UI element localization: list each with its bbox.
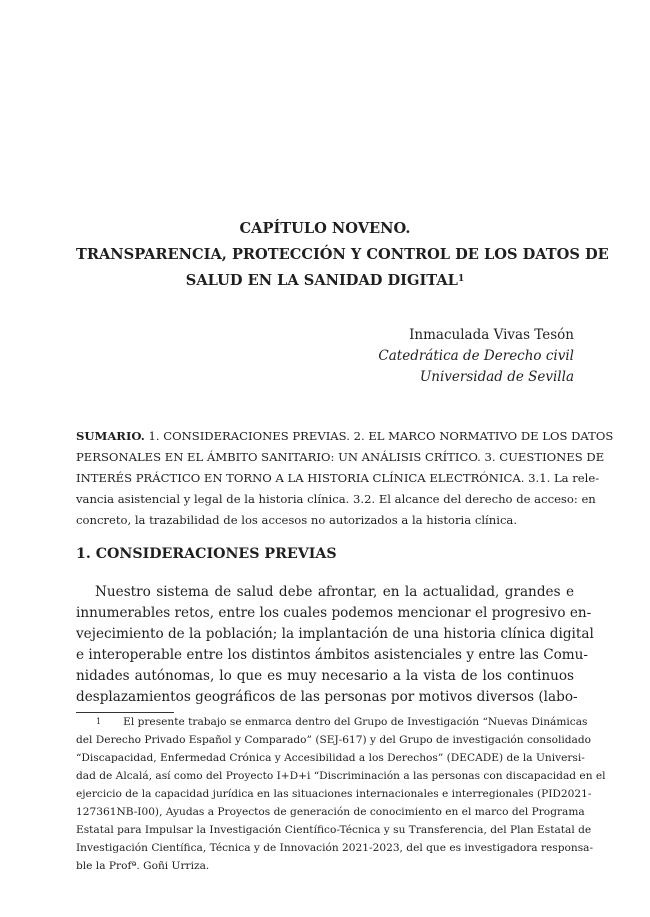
body-line: Nuestro sistema de salud debe afrontar, en la actualidad, grandes e — [95, 584, 574, 600]
body-paragraph — [76, 582, 594, 708]
section-heading: 1. CONSIDERACIONES PREVIAS — [76, 546, 337, 562]
footnote — [76, 713, 606, 875]
footnote-mark: 1 — [96, 717, 102, 726]
summary-line: vancia asistencial y legal de la historia clínica. 3.2. El alcance del derecho de acceso: en — [76, 492, 596, 506]
chapter-label: CAPÍTULO NOVENO. — [239, 220, 411, 237]
footnote-line: “Discapacidad, Enfermedad Crónica y Accesibilidad a los Derechos” (DECADE) de la Universi- — [76, 752, 585, 764]
footnote-line: ejercicio de la capacidad jurídica en las situaciones internacionales e interregionales (PID2021- — [76, 788, 592, 800]
chapter-title-line-2: SALUD EN LA SANIDAD DIGITAL$^1$ — [185, 272, 465, 289]
footnote-line: 127361NB-I00), Ayudas a Proyectos de generación de conocimiento en el marco del Programa — [76, 806, 585, 818]
summary-line: PERSONALES EN EL ÁMBITO SANITARIO: UN ANÁLISIS CRÍTICO. 3. CUESTIONES DE — [76, 450, 605, 464]
chapter-title — [76, 216, 609, 294]
body-line: vejecimiento de la población; la implantación de una historia clínica digital — [76, 626, 594, 642]
body-line: e interoperable entre los distintos ámbitos asistenciales y entre las Comu- — [76, 647, 589, 663]
body-line: nidades autónomas, lo que es muy necesario a la vista de los continuos — [76, 668, 574, 684]
footnote-line: Estatal para Impulsar la Investigación Científico-Técnica y su Transferencia, del Plan Estatal de — [76, 824, 592, 836]
footnote-line: dad de Alcalá, así como del Proyecto I+D+i “Discriminación a las personas con discapacidad en el — [76, 770, 606, 782]
author-name: Inmaculada Vivas Tesón — [409, 327, 574, 343]
author-institution: Universidad de Sevilla — [419, 369, 574, 385]
summary-line: INTERÉS PRÁCTICO EN TORNO A LA HISTORIA CLÍNICA ELECTRÓNICA. 3.1. La rele- — [76, 471, 600, 485]
footnote-line: ble la Profª. Goñi Urriza. — [76, 860, 210, 872]
summary-line: concreto, la trazabilidad de los accesos no autorizados a la historia clínica. — [76, 513, 518, 527]
footnote-reference[interactable]: 1 — [457, 274, 465, 284]
footnote-line: del Derecho Privado Español y Comparado” (SEJ-617) y del Grupo de investigación consolidado — [76, 734, 591, 746]
summary-label: SUMARIO. — [76, 429, 145, 443]
footnote-line: Investigación Científica, Técnica y de Innovación 2021-2023, del que es investigadora responsa- — [76, 842, 594, 854]
author-position: Catedrática de Derecho civil — [378, 348, 574, 364]
footnote-line: $^1$ El presente trabajo se enmarca dentro del Grupo de Investigación “Nuevas Dinámicas — [96, 716, 588, 728]
body-line: innumerables retos, entre los cuales podemos mencionar el progresivo en- — [76, 605, 592, 621]
body-line: desplazamientos geográficos de las personas por motivos diversos (labo- — [76, 689, 578, 705]
chapter-title-line-1: TRANSPARENCIA, PROTECCIÓN Y CONTROL DE LOS DATOS DE — [76, 246, 609, 263]
summary-line: SUMARIO. 1. CONSIDERACIONES PREVIAS. 2. EL MARCO NORMATIVO DE LOS DATOS — [76, 429, 614, 443]
author-block — [378, 325, 574, 388]
summary — [76, 426, 614, 531]
